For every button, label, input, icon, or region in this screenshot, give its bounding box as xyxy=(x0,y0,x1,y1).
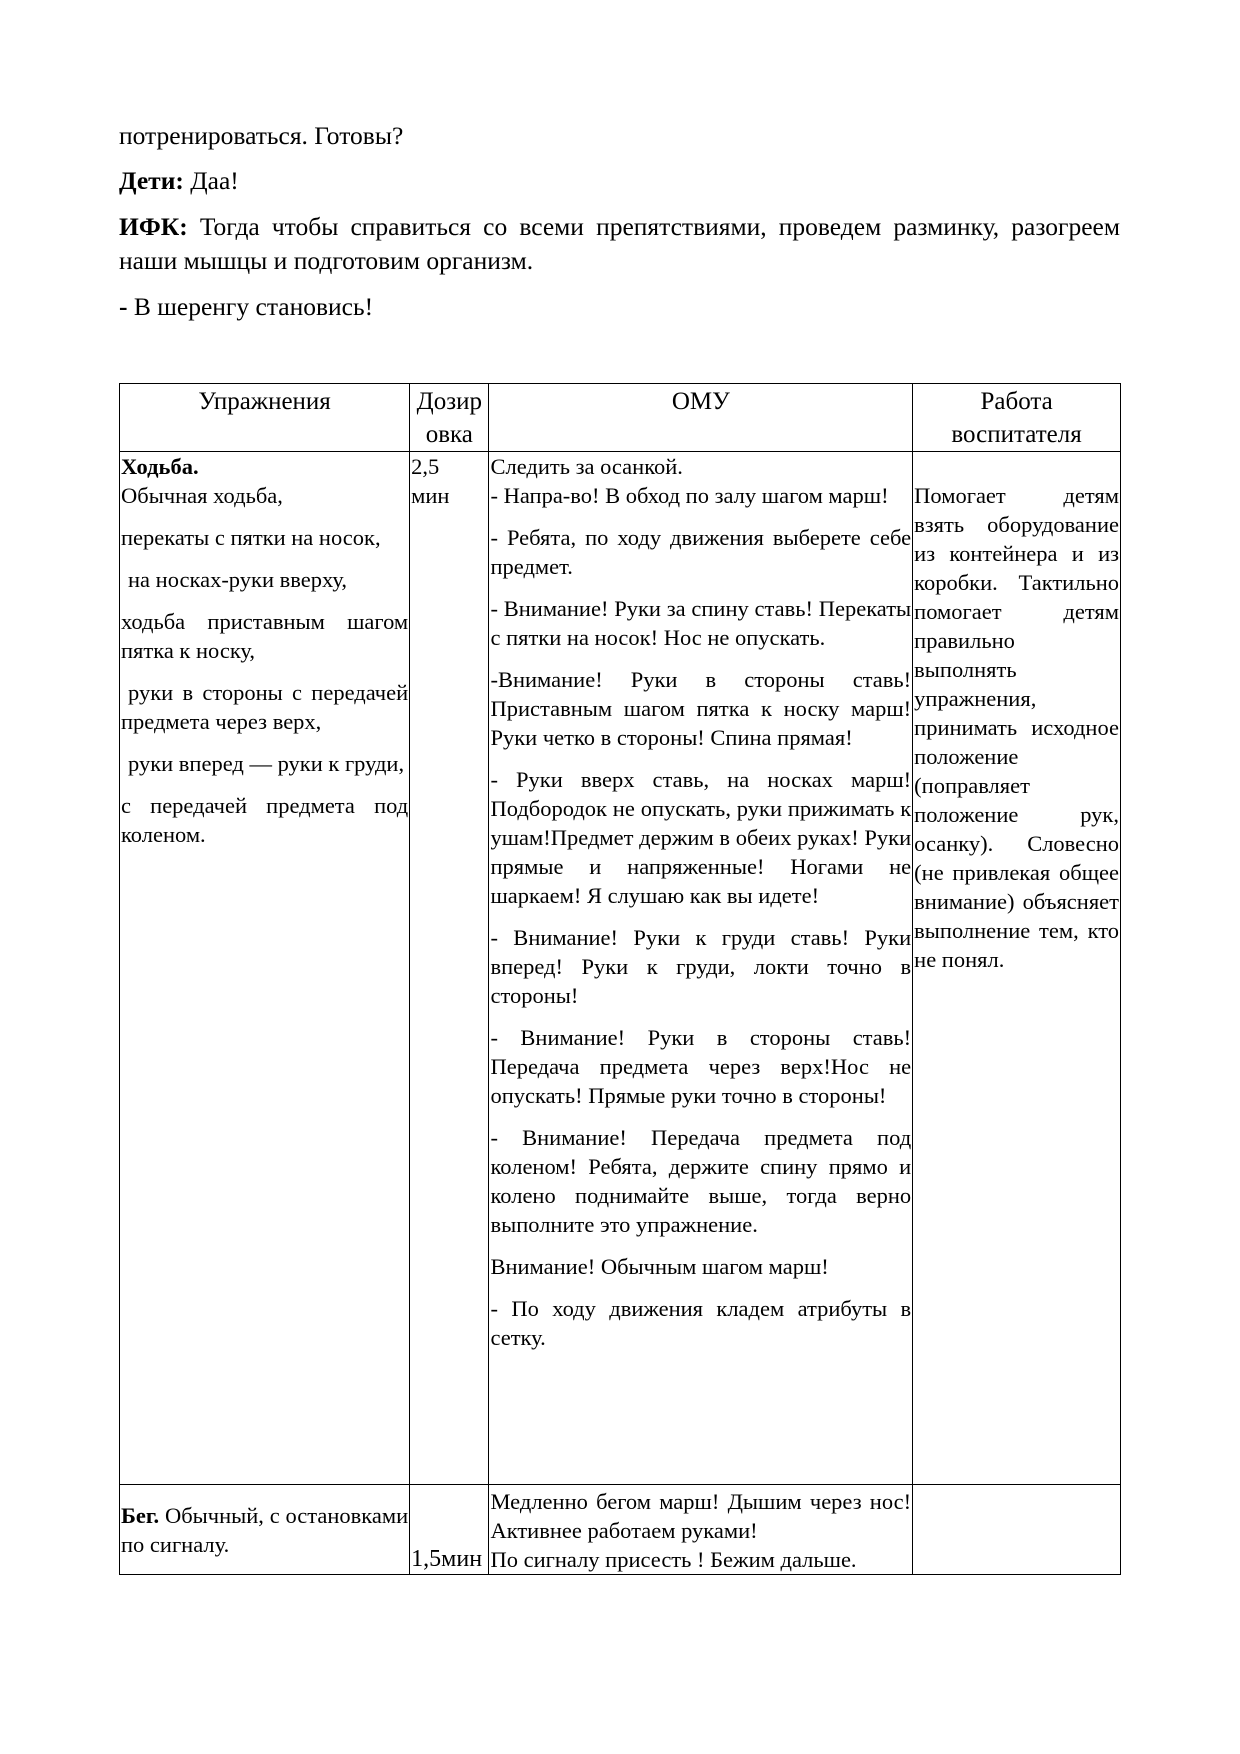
exercise-item: руки вперед — руки к груди, xyxy=(128,751,405,776)
running-title: Бег. xyxy=(121,1502,160,1528)
running-omu-cell xyxy=(489,1485,913,1575)
walking-omu-cell xyxy=(489,452,913,1485)
teacher-work: Помогает детям взять оборудование из контейнера и из коробки. Тактильно помогает детям правильно выполнять упражнения, принимать исходное положение (поправляет положение рук, осанку). Словесно (не привлекая общее внимание) объясняет выполнение тем, кто не понял. xyxy=(914,483,1119,972)
omu-item: Внимание! Обычным шагом марш! xyxy=(490,1254,829,1279)
running-exercises-cell xyxy=(120,1485,410,1575)
running-dosage-cell xyxy=(410,1485,489,1575)
exercise-item: Обычная ходьба, xyxy=(121,483,283,508)
omu-item: - Внимание! Передача предмета под коленом! Ребята, держите спину прямо и колено поднимайте выше, тогда верно выполните это упражнение. xyxy=(490,1125,912,1237)
table-row xyxy=(120,1485,1121,1575)
walking-exercises-cell xyxy=(120,452,410,1485)
omu-item: - По ходу движения кладем атрибуты в сетку. xyxy=(490,1296,912,1350)
exercise-item: на носках-руки вверху, xyxy=(128,567,347,592)
running-teacher-cell xyxy=(913,1485,1121,1575)
intro-line: потренироваться. Готовы? xyxy=(119,121,404,150)
omu-item: Медленно бегом марш! Дышим через нос! Активнее работаем руками! xyxy=(490,1489,912,1543)
exercise-item: ходьба приставным шагом пятка к носку, xyxy=(121,609,409,663)
omu-note: Следить за осанкой. xyxy=(490,454,683,479)
omu-item: -Внимание! Руки в стороны ставь! Приставным шагом пятка к носку марш! Руки четко в стороны! Спина прямая! xyxy=(490,667,912,750)
running-text: Обычный, с остановками по сигналу. xyxy=(121,1502,409,1557)
command-line: - В шеренгу становись! xyxy=(119,292,374,321)
omu-item: - Внимание! Руки в стороны ставь! Передача предмета через верх!Нос не опускать! Прямые руки точно в стороны! xyxy=(490,1025,912,1108)
exercise-item: перекаты с пятки на носок, xyxy=(121,525,381,550)
exercise-item: с передачей предмета под коленом. xyxy=(121,793,409,847)
exercise-item: руки в стороны с передачей предмета через верх, xyxy=(121,680,409,734)
header-teacher: Работа воспитателя xyxy=(913,384,1121,452)
walking-teacher-cell xyxy=(913,452,1121,1485)
header-dosage: Дозировка xyxy=(410,384,489,452)
omu-item: - Ребята, по ходу движения выберете себе предмет. xyxy=(490,525,912,579)
omu-item: - Внимание! Руки за спину ставь! Перекаты с пятки на носок! Нос не опускать. xyxy=(490,596,912,650)
walking-dosage-cell xyxy=(410,452,489,1485)
omu-item: По сигналу присесть ! Бежим дальше. xyxy=(490,1547,857,1572)
omu-item: - Руки вверх ставь, на носках марш! Подбородок не опускать, руки прижимать к ушам!Предмет держим в обеих руках! Руки прямые и напряженные! Ногами не шаркаем! Я слушаю как вы идете! xyxy=(490,767,912,908)
running-dosage: 1,5мин xyxy=(411,1546,483,1572)
speaker-ifk: ИФК: xyxy=(119,212,188,241)
omu-item: - Внимание! Руки к груди ставь! Руки вперед! Руки к груди, локти точно в стороны! xyxy=(490,925,912,1008)
header-omu: ОМУ xyxy=(489,384,913,452)
omu-item: - Напра-во! В обход по залу шагом марш! xyxy=(490,483,889,508)
lesson-table xyxy=(119,383,1121,1575)
ifk-speech: ИФК: Тогда чтобы справиться со всеми препятствиями, проведем разминку, разогреем наши мышцы и подготовим организм. xyxy=(119,212,1121,275)
header-exercises: Упражнения xyxy=(120,384,410,452)
walking-dosage: 2,5 мин xyxy=(411,454,450,508)
speaker-kids: Дети: xyxy=(119,166,184,195)
table-row xyxy=(120,452,1121,1485)
walking-title: Ходьба. xyxy=(121,454,199,479)
table-header-row xyxy=(120,384,1121,452)
kids-reply: Дети: Даа! xyxy=(119,166,239,195)
